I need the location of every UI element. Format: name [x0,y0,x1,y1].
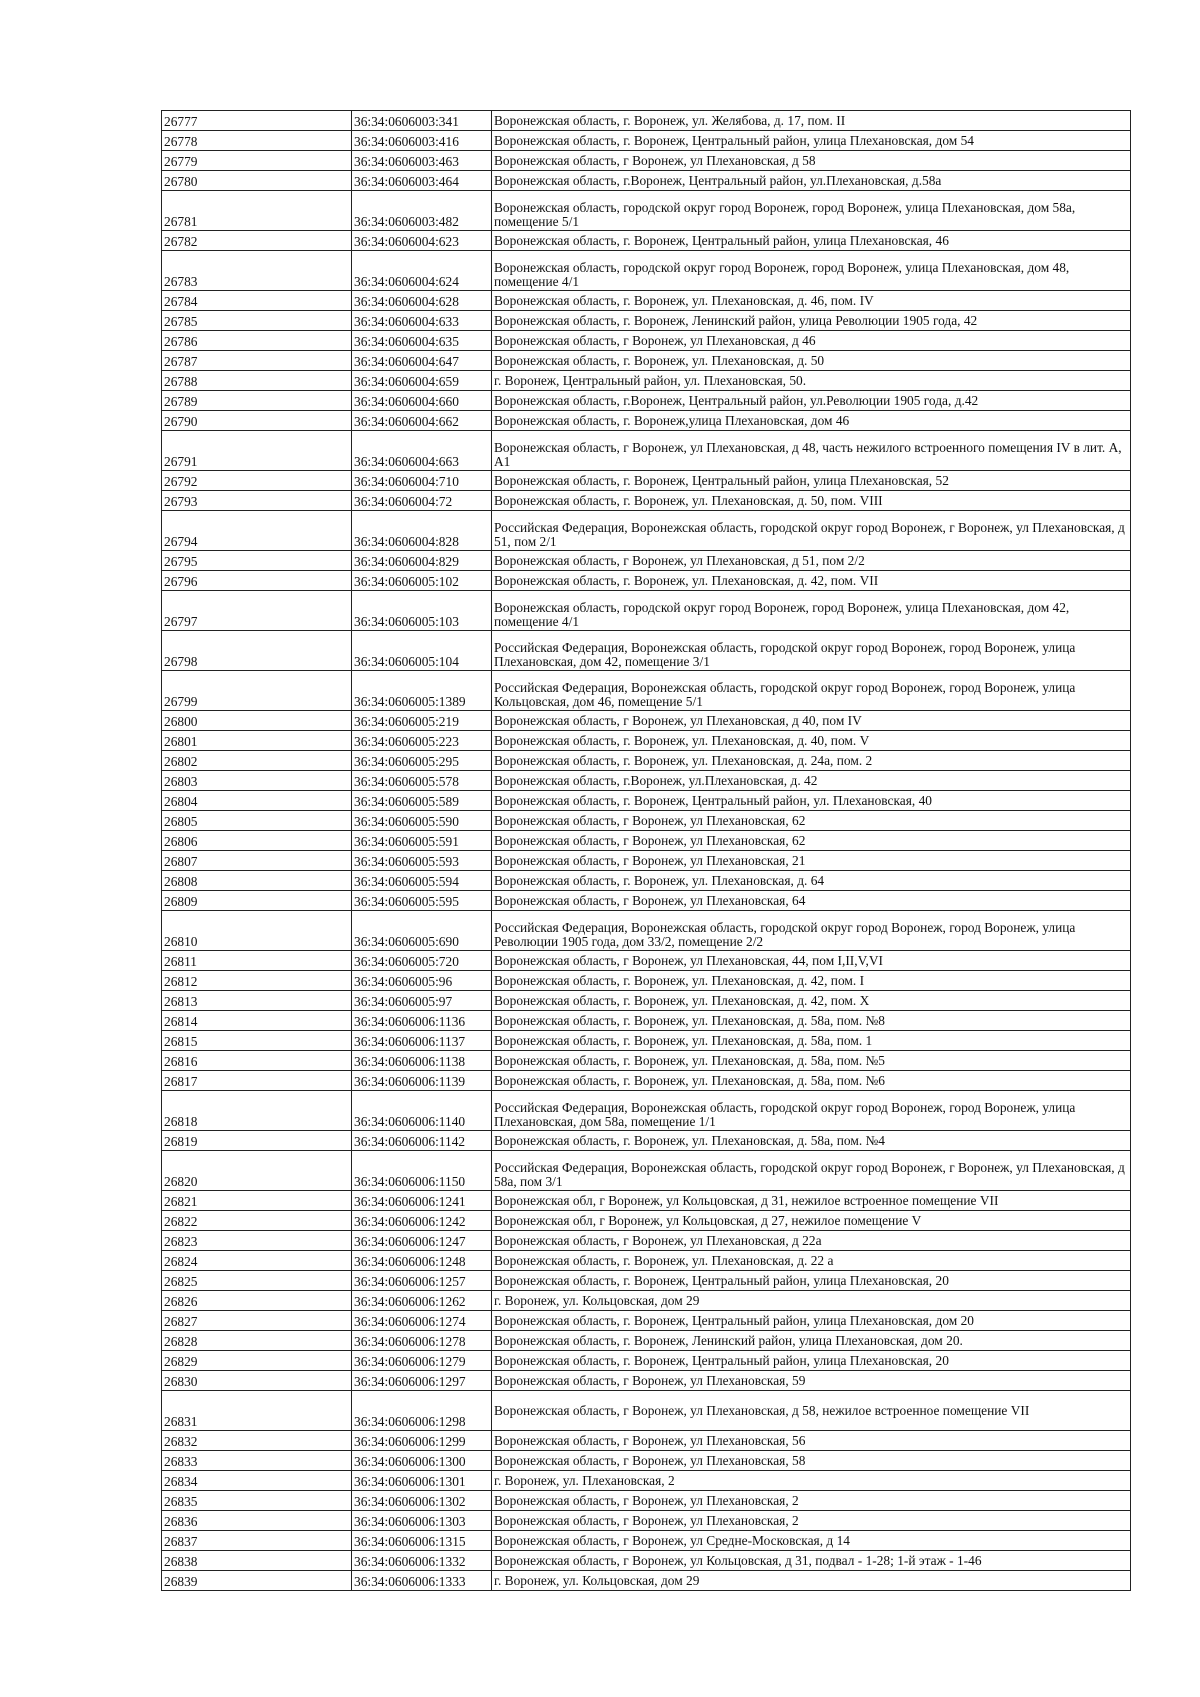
address-cell: Воронежская область, г. Воронеж, ул. Плехановская, д. 58а, пом. №5 [492,1051,1131,1071]
address-cell: Воронежская область, г Воронеж, ул Плехановская, 44, пом I,II,V,VI [492,951,1131,971]
table-row [162,291,1131,311]
table-row [162,411,1131,431]
table-row [162,1291,1131,1311]
table-row [162,331,1131,351]
cadastral-number-cell: 36:34:0606006:1299 [352,1431,492,1451]
table-row [162,1571,1131,1591]
table-row [162,671,1131,711]
table-row [162,231,1131,251]
table-row [162,1231,1131,1251]
row-number-cell: 26792 [162,471,352,491]
row-number-cell: 26812 [162,971,352,991]
table-row [162,371,1131,391]
table-row [162,1211,1131,1231]
cadastral-number-cell: 36:34:0606006:1140 [352,1091,492,1131]
cadastral-number-cell: 36:34:0606006:1303 [352,1511,492,1531]
cadastral-number-cell: 36:34:0606006:1139 [352,1071,492,1091]
address-cell: Воронежская область, г Воронеж, ул Плехановская, 59 [492,1371,1131,1391]
row-number-cell: 26802 [162,751,352,771]
row-number-cell: 26804 [162,791,352,811]
address-cell: Воронежская область, г. Воронеж, ул. Желябова, д. 17, пом. II [492,111,1131,131]
row-number-cell: 26833 [162,1451,352,1471]
table-row [162,171,1131,191]
table-row [162,1491,1131,1511]
table-row [162,1271,1131,1291]
row-number-cell: 26794 [162,511,352,551]
registry-table-body [162,111,1131,1591]
row-number-cell: 26821 [162,1191,352,1211]
table-row [162,471,1131,491]
table-row [162,351,1131,371]
address-cell: Воронежская область, г Воронеж, ул Плехановская, 58 [492,1451,1131,1471]
cadastral-number-cell: 36:34:0606006:1297 [352,1371,492,1391]
table-row [162,191,1131,231]
row-number-cell: 26803 [162,771,352,791]
cadastral-number-cell: 36:34:0606004:828 [352,511,492,551]
row-number-cell: 26783 [162,251,352,291]
cadastral-number-cell: 36:34:0606006:1315 [352,1531,492,1551]
address-cell: Воронежская область, г. Воронеж, ул. Плехановская, д. 42, пом. I [492,971,1131,991]
row-number-cell: 26825 [162,1271,352,1291]
address-cell: г. Воронеж, ул. Кольцовская, дом 29 [492,1571,1131,1591]
cadastral-number-cell: 36:34:0606005:102 [352,571,492,591]
address-cell: Воронежская область, г. Воронеж, ул. Плехановская, д. 64 [492,871,1131,891]
row-number-cell: 26810 [162,911,352,951]
registry-table [161,110,1131,1591]
row-number-cell: 26834 [162,1471,352,1491]
table-row [162,1471,1131,1491]
row-number-cell: 26837 [162,1531,352,1551]
cadastral-number-cell: 36:34:0606006:1298 [352,1391,492,1431]
row-number-cell: 26832 [162,1431,352,1451]
address-cell: Воронежская область, г Воронеж, ул Плехановская, д 58 [492,151,1131,171]
row-number-cell: 26838 [162,1551,352,1571]
row-number-cell: 26796 [162,571,352,591]
cadastral-number-cell: 36:34:0606005:589 [352,791,492,811]
address-cell: Воронежская область, г Воронеж, ул Плехановская, д 51, пом 2/2 [492,551,1131,571]
cadastral-number-cell: 36:34:0606003:463 [352,151,492,171]
address-cell: Воронежская область, г. Воронеж, ул. Плехановская, д. 42, пом. X [492,991,1131,1011]
cadastral-number-cell: 36:34:0606005:295 [352,751,492,771]
table-row [162,991,1131,1011]
table-row [162,591,1131,631]
address-cell: Воронежская область, г Воронеж, ул Плехановская, 62 [492,811,1131,831]
table-row [162,791,1131,811]
table-row [162,1511,1131,1531]
row-number-cell: 26786 [162,331,352,351]
table-row [162,1331,1131,1351]
table-row [162,431,1131,471]
address-cell: г. Воронеж, Центральный район, ул. Плехановская, 50. [492,371,1131,391]
row-number-cell: 26801 [162,731,352,751]
address-cell: г. Воронеж, ул. Кольцовская, дом 29 [492,1291,1131,1311]
address-cell: Воронежская область, г. Воронеж, Центральный район, ул. Плехановская, 40 [492,791,1131,811]
address-cell: Воронежская область, городской округ город Воронеж, город Воронеж, улица Плехановская, дом 48, помещение 4/1 [492,251,1131,291]
row-number-cell: 26814 [162,1011,352,1031]
cadastral-number-cell: 36:34:0606005:595 [352,891,492,911]
cadastral-number-cell: 36:34:0606006:1247 [352,1231,492,1251]
address-cell: Воронежская область, г.Воронеж, Центральный район, ул.Плехановская, д.58а [492,171,1131,191]
cadastral-number-cell: 36:34:0606005:594 [352,871,492,891]
address-cell: Воронежская область, г. Воронеж, ул. Плехановская, д. 58а, пом. №8 [492,1011,1131,1031]
cadastral-number-cell: 36:34:0606004:659 [352,371,492,391]
row-number-cell: 26808 [162,871,352,891]
cadastral-number-cell: 36:34:0606006:1301 [352,1471,492,1491]
address-cell: Воронежская область, г. Воронеж, Ленинский район, улица Плехановская, дом 20. [492,1331,1131,1351]
cadastral-number-cell: 36:34:0606004:628 [352,291,492,311]
address-cell: Воронежская область, г Воронеж, ул Плехановская, 21 [492,851,1131,871]
cadastral-number-cell: 36:34:0606003:482 [352,191,492,231]
row-number-cell: 26831 [162,1391,352,1431]
cadastral-number-cell: 36:34:0606005:590 [352,811,492,831]
row-number-cell: 26788 [162,371,352,391]
address-cell: Воронежская область, г Воронеж, ул Плехановская, д 46 [492,331,1131,351]
row-number-cell: 26826 [162,1291,352,1311]
row-number-cell: 26789 [162,391,352,411]
row-number-cell: 26805 [162,811,352,831]
address-cell: Воронежская область, городской округ город Воронеж, город Воронеж, улица Плехановская, дом 58а, помещение 5/1 [492,191,1131,231]
table-row [162,1071,1131,1091]
table-row [162,251,1131,291]
cadastral-number-cell: 36:34:0606006:1150 [352,1151,492,1191]
table-row [162,851,1131,871]
cadastral-number-cell: 36:34:0606005:223 [352,731,492,751]
table-row [162,1371,1131,1391]
table-row [162,911,1131,951]
cadastral-number-cell: 36:34:0606004:647 [352,351,492,371]
row-number-cell: 26830 [162,1371,352,1391]
cadastral-number-cell: 36:34:0606005:103 [352,591,492,631]
table-row [162,871,1131,891]
cadastral-number-cell: 36:34:0606005:1389 [352,671,492,711]
table-row [162,1051,1131,1071]
row-number-cell: 26784 [162,291,352,311]
table-row [162,131,1131,151]
cadastral-number-cell: 36:34:0606003:416 [352,131,492,151]
row-number-cell: 26798 [162,631,352,671]
row-number-cell: 26819 [162,1131,352,1151]
row-number-cell: 26809 [162,891,352,911]
table-row [162,711,1131,731]
table-row [162,1191,1131,1211]
address-cell: Воронежская область, г Воронеж, ул Плехановская, д 40, пом IV [492,711,1131,731]
address-cell: Российская Федерация, Воронежская область, городской округ город Воронеж, г Воронеж, ул Плехановская, д 58а, пом 3/1 [492,1151,1131,1191]
table-row [162,311,1131,331]
cadastral-number-cell: 36:34:0606003:464 [352,171,492,191]
address-cell: Воронежская область, г Воронеж, ул Плехановская, 64 [492,891,1131,911]
row-number-cell: 26815 [162,1031,352,1051]
cadastral-number-cell: 36:34:0606005:720 [352,951,492,971]
row-number-cell: 26807 [162,851,352,871]
cadastral-number-cell: 36:34:0606006:1333 [352,1571,492,1591]
address-cell: Российская Федерация, Воронежская область, городской округ город Воронеж, город Воронеж, улица Революции 1905 года, дом 33/2, помещение 2/2 [492,911,1131,951]
row-number-cell: 26800 [162,711,352,731]
row-number-cell: 26797 [162,591,352,631]
cadastral-number-cell: 36:34:0606006:1241 [352,1191,492,1211]
address-cell: Воронежская область, г. Воронеж, ул. Плехановская, д. 58а, пом. №4 [492,1131,1131,1151]
cadastral-number-cell: 36:34:0606005:690 [352,911,492,951]
row-number-cell: 26835 [162,1491,352,1511]
table-row [162,731,1131,751]
cadastral-number-cell: 36:34:0606006:1332 [352,1551,492,1571]
cadastral-number-cell: 36:34:0606004:663 [352,431,492,471]
cadastral-number-cell: 36:34:0606006:1278 [352,1331,492,1351]
address-cell: Воронежская обл, г Воронеж, ул Кольцовская, д 27, нежилое помещение V [492,1211,1131,1231]
cadastral-number-cell: 36:34:0606006:1274 [352,1311,492,1331]
table-row [162,971,1131,991]
table-row [162,1031,1131,1051]
address-cell: Воронежская область, городской округ город Воронеж, город Воронеж, улица Плехановская, дом 42, помещение 4/1 [492,591,1131,631]
row-number-cell: 26780 [162,171,352,191]
row-number-cell: 26781 [162,191,352,231]
cadastral-number-cell: 36:34:0606006:1279 [352,1351,492,1371]
cadastral-number-cell: 36:34:0606005:578 [352,771,492,791]
address-cell: Воронежская область, г Воронеж, ул Плехановская, д 22а [492,1231,1131,1251]
address-cell: Воронежская область, г Воронеж, ул Плехановская, 62 [492,831,1131,851]
address-cell: Воронежская область, г. Воронеж, Центральный район, улица Плехановская, дом 54 [492,131,1131,151]
address-cell: г. Воронеж, ул. Плехановская, 2 [492,1471,1131,1491]
row-number-cell: 26778 [162,131,352,151]
cadastral-number-cell: 36:34:0606006:1136 [352,1011,492,1031]
row-number-cell: 26813 [162,991,352,1011]
address-cell: Воронежская область, г Воронеж, ул Плехановская, д 58, нежилое встроенное помещение VII [492,1391,1131,1431]
address-cell: Воронежская область, г Воронеж, ул Плехановская, 56 [492,1431,1131,1451]
row-number-cell: 26827 [162,1311,352,1331]
row-number-cell: 26816 [162,1051,352,1071]
cadastral-number-cell: 36:34:0606004:710 [352,471,492,491]
table-row [162,491,1131,511]
table-row [162,1351,1131,1371]
table-row [162,831,1131,851]
address-cell: Российская Федерация, Воронежская область, городской округ город Воронеж, город Воронеж, улица Плехановская, дом 42, помещение 3/1 [492,631,1131,671]
row-number-cell: 26818 [162,1091,352,1131]
table-row [162,751,1131,771]
cadastral-number-cell: 36:34:0606004:662 [352,411,492,431]
address-cell: Воронежская область, г. Воронеж, Центральный район, улица Плехановская, 20 [492,1271,1131,1291]
row-number-cell: 26820 [162,1151,352,1191]
table-row [162,1251,1131,1271]
cadastral-number-cell: 36:34:0606003:341 [352,111,492,131]
address-cell: Воронежская область, г.Воронеж, ул.Плехановская, д. 42 [492,771,1131,791]
row-number-cell: 26785 [162,311,352,331]
table-row [162,951,1131,971]
address-cell: Воронежская область, г. Воронеж, Центральный район, улица Плехановская, 46 [492,231,1131,251]
table-row [162,571,1131,591]
address-cell: Воронежская область, г. Воронеж, Ленинский район, улица Революции 1905 года, 42 [492,311,1131,331]
cadastral-number-cell: 36:34:0606005:97 [352,991,492,1011]
cadastral-number-cell: 36:34:0606006:1137 [352,1031,492,1051]
address-cell: Воронежская область, г. Воронеж, ул. Плехановская, д. 42, пом. VII [492,571,1131,591]
row-number-cell: 26782 [162,231,352,251]
cadastral-number-cell: 36:34:0606006:1257 [352,1271,492,1291]
address-cell: Воронежская область, г. Воронеж, ул. Плехановская, д. 40, пом. V [492,731,1131,751]
address-cell: Воронежская область, г Воронеж, ул Кольцовская, д 31, подвал - 1-28; 1-й этаж - 1-46 [492,1551,1131,1571]
address-cell: Воронежская область, г Воронеж, ул Средне-Московская, д 14 [492,1531,1131,1551]
row-number-cell: 26828 [162,1331,352,1351]
table-row [162,1011,1131,1031]
address-cell: Воронежская область, г. Воронеж, ул. Плехановская, д. 50, пом. VIII [492,491,1131,511]
cadastral-number-cell: 36:34:0606004:633 [352,311,492,331]
row-number-cell: 26811 [162,951,352,971]
row-number-cell: 26823 [162,1231,352,1251]
table-row [162,771,1131,791]
address-cell: Воронежская область, г. Воронеж, ул. Плехановская, д. 50 [492,351,1131,371]
address-cell: Воронежская область, г. Воронеж,улица Плехановская, дом 46 [492,411,1131,431]
address-cell: Воронежская область, г. Воронеж, Центральный район, улица Плехановская, дом 20 [492,1311,1131,1331]
table-row [162,1531,1131,1551]
table-row [162,631,1131,671]
table-row [162,151,1131,171]
cadastral-number-cell: 36:34:0606005:104 [352,631,492,671]
cadastral-number-cell: 36:34:0606006:1138 [352,1051,492,1071]
address-cell: Воронежская область, г. Воронеж, Центральный район, улица Плехановская, 20 [492,1351,1131,1371]
cadastral-number-cell: 36:34:0606004:660 [352,391,492,411]
table-row [162,1431,1131,1451]
row-number-cell: 26822 [162,1211,352,1231]
address-cell: Воронежская область, г Воронеж, ул Плехановская, 2 [492,1511,1131,1531]
table-row [162,811,1131,831]
row-number-cell: 26779 [162,151,352,171]
cadastral-number-cell: 36:34:0606006:1242 [352,1211,492,1231]
row-number-cell: 26817 [162,1071,352,1091]
table-row [162,391,1131,411]
table-row [162,1551,1131,1571]
table-row [162,111,1131,131]
table-row [162,1151,1131,1191]
address-cell: Воронежская область, г. Воронеж, Центральный район, улица Плехановская, 52 [492,471,1131,491]
address-cell: Воронежская область, г. Воронеж, ул. Плехановская, д. 58а, пом. №6 [492,1071,1131,1091]
table-row [162,1391,1131,1431]
row-number-cell: 26790 [162,411,352,431]
table-row [162,891,1131,911]
cadastral-number-cell: 36:34:0606005:591 [352,831,492,851]
cadastral-number-cell: 36:34:0606006:1300 [352,1451,492,1471]
table-row [162,1131,1131,1151]
address-cell: Воронежская область, г. Воронеж, ул. Плехановская, д. 46, пом. IV [492,291,1131,311]
cadastral-number-cell: 36:34:0606006:1248 [352,1251,492,1271]
cadastral-number-cell: 36:34:0606006:1262 [352,1291,492,1311]
row-number-cell: 26795 [162,551,352,571]
address-cell: Воронежская область, г Воронеж, ул Плехановская, д 48, часть нежилого встроенного помещения IV в лит. А, А1 [492,431,1131,471]
cadastral-number-cell: 36:34:0606006:1142 [352,1131,492,1151]
cadastral-number-cell: 36:34:0606004:635 [352,331,492,351]
address-cell: Российская Федерация, Воронежская область, городской округ город Воронеж, г Воронеж, ул Плехановская, д 51, пом 2/1 [492,511,1131,551]
table-row [162,551,1131,571]
table-row [162,511,1131,551]
cadastral-number-cell: 36:34:0606005:593 [352,851,492,871]
cadastral-number-cell: 36:34:0606005:96 [352,971,492,991]
table-row [162,1451,1131,1471]
table-row [162,1311,1131,1331]
cadastral-number-cell: 36:34:0606006:1302 [352,1491,492,1511]
address-cell: Воронежская область, г.Воронеж, Центральный район, ул.Революции 1905 года, д.42 [492,391,1131,411]
cadastral-number-cell: 36:34:0606004:72 [352,491,492,511]
row-number-cell: 26787 [162,351,352,371]
cadastral-number-cell: 36:34:0606005:219 [352,711,492,731]
row-number-cell: 26836 [162,1511,352,1531]
row-number-cell: 26791 [162,431,352,471]
address-cell: Воронежская обл, г Воронеж, ул Кольцовская, д 31, нежилое встроенное помещение VII [492,1191,1131,1211]
cadastral-number-cell: 36:34:0606004:623 [352,231,492,251]
address-cell: Воронежская область, г. Воронеж, ул. Плехановская, д. 22 а [492,1251,1131,1271]
row-number-cell: 26799 [162,671,352,711]
row-number-cell: 26806 [162,831,352,851]
cadastral-number-cell: 36:34:0606004:624 [352,251,492,291]
row-number-cell: 26824 [162,1251,352,1271]
row-number-cell: 26839 [162,1571,352,1591]
table-row [162,1091,1131,1131]
address-cell: Российская Федерация, Воронежская область, городской округ город Воронеж, город Воронеж, улица Плехановская, дом 58а, помещение 1/1 [492,1091,1131,1131]
row-number-cell: 26829 [162,1351,352,1371]
cadastral-number-cell: 36:34:0606004:829 [352,551,492,571]
address-cell: Воронежская область, г Воронеж, ул Плехановская, 2 [492,1491,1131,1511]
address-cell: Российская Федерация, Воронежская область, городской округ город Воронеж, город Воронеж, улица Кольцовская, дом 46, помещение 5/1 [492,671,1131,711]
address-cell: Воронежская область, г. Воронеж, ул. Плехановская, д. 24а, пом. 2 [492,751,1131,771]
row-number-cell: 26793 [162,491,352,511]
row-number-cell: 26777 [162,111,352,131]
address-cell: Воронежская область, г. Воронеж, ул. Плехановская, д. 58а, пом. 1 [492,1031,1131,1051]
